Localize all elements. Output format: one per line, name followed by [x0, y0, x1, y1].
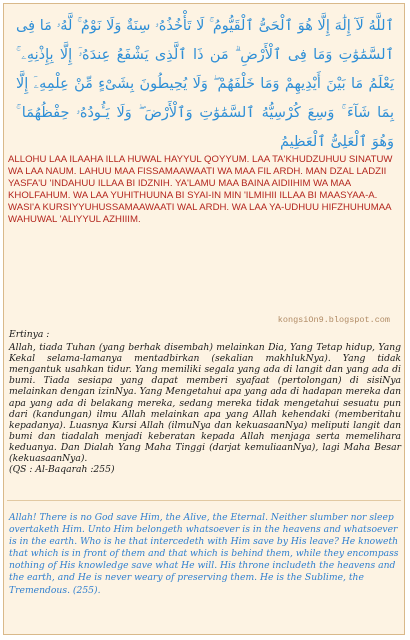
- transliteration-text: ALLOHU LAA ILAAHA ILLA HUWAL HAYYUL QOYYUM. LAA TA'KHUDZUHUU SINATUW WA LAA NAUM. LAHUU MAA FISSAMAAWAATI WA MAA FIL ARDH. MAN DZAL LADZII YASFA'U 'INDAHUU ILLAA BI IDZNIH. YA'LAMU MAA BAINA AIDIIHIM WA MAA KHOLFAHUM. WA LAA YUHITHUUNA BI SYAI-IN MIN 'ILMIHII ILLAA BI MAASYAA-A. WASI'A KURSIYYUHUSSAMAAWAATI WAL ARDH. WA LAA YA-UDHUU HIFZHUHUMAA WAHUWAL 'ALIYYUL AZHIIIM.: [8, 154, 393, 225]
- surah-reference: (QS : Al-Baqarah :255): [9, 464, 115, 476]
- malay-translation-body: Allah, tiada Tuhan (yang berhak disembah) melainkan Dia, Yang Tetap hidup, Yang Kekal selama-lamanya mentadbirkan (sekalian makhlukNya). Yang tidak mengantuk usahkan tidur. Yang memiliki segala yang ada di langit dan yang ada di bumi. Tiada sesiapa yang dapat memberi syafaat (pertolongan) di sisiNya melainkan dengan izinNya. Yang Mengetahui apa yang ada di hadapan mereka dan apa yang ada di belakang mereka, sedang mereka tidak mengetahui sesuatu pun dari (kandungan) ilmu Allah melainkan apa yang Allah kehendaki (memberitahu kepadanya). Luasnya Kursi Allah (ilmuNya dan kekuasaanNya) meliputi langit dan bumi dan tiadalah menjadi keberatan kepada Allah menjaga serta memelihara keduanya. Dan Dialah Yang Maha Tinggi (darjat kemuliaanNya), lagi Maha Besar (kekuasaanNya).: [9, 342, 401, 465]
- english-translation: Allah! There is no God save Him, the Alive, the Eternal. Neither slumber nor sleep overtaketh Him. Unto Him belongeth whatsoever is in the heavens and whatsoever is in the earth. Who is he that intercedeth with Him save by His leave? He knoweth that which is in front of them and that which is behind them, while they encompass nothing of His knowledge save what He will. His throne includeth the heavens and the earth, and He is never weary of preserving them. He is the Sublime, the Tremendous. (255).: [9, 512, 399, 596]
- section-divider: [7, 500, 401, 501]
- malay-translation: [9, 329, 401, 475]
- blog-watermark: kongsiOn9.blogspot.com: [277, 315, 390, 325]
- ertinya-label: Ertinya :: [9, 329, 50, 340]
- arabic-verse: ٱللَّهُ لَآ إِلَٰهَ إِلَّا هُوَ ٱلْحَىُّ ٱلْقَيُّومُ ۚ لَا تَأْخُذُهُۥ سِنَةٌ وَلَا نَوْمٌ ۚ لَّهُۥ مَا فِى ٱلسَّمَٰوَٰتِ وَمَا فِى ٱلْأَرْضِ ۗ مَن ذَا ٱلَّذِى يَشْفَعُ عِندَهُۥٓ إِلَّا بِإِذْنِهِۦ ۚ يَعْلَمُ مَا بَيْنَ أَيْدِيهِمْ وَمَا خَلْفَهُمْ ۖ وَلَا يُحِيطُونَ بِشَىْءٍ مِّنْ عِلْمِهِۦٓ إِلَّا بِمَا شَآءَ ۚ وَسِعَ كُرْسِيُّهُ ٱلسَّمَٰوَٰتِ وَٱلْأَرْضَ ۖ وَلَا يَـُٔودُهُۥ حِفْظُهُمَا ۚ وَهُوَ ٱلْعَلِىُّ ٱلْعَظِيمُ: [16, 18, 394, 150]
- verse-card: [3, 3, 405, 635]
